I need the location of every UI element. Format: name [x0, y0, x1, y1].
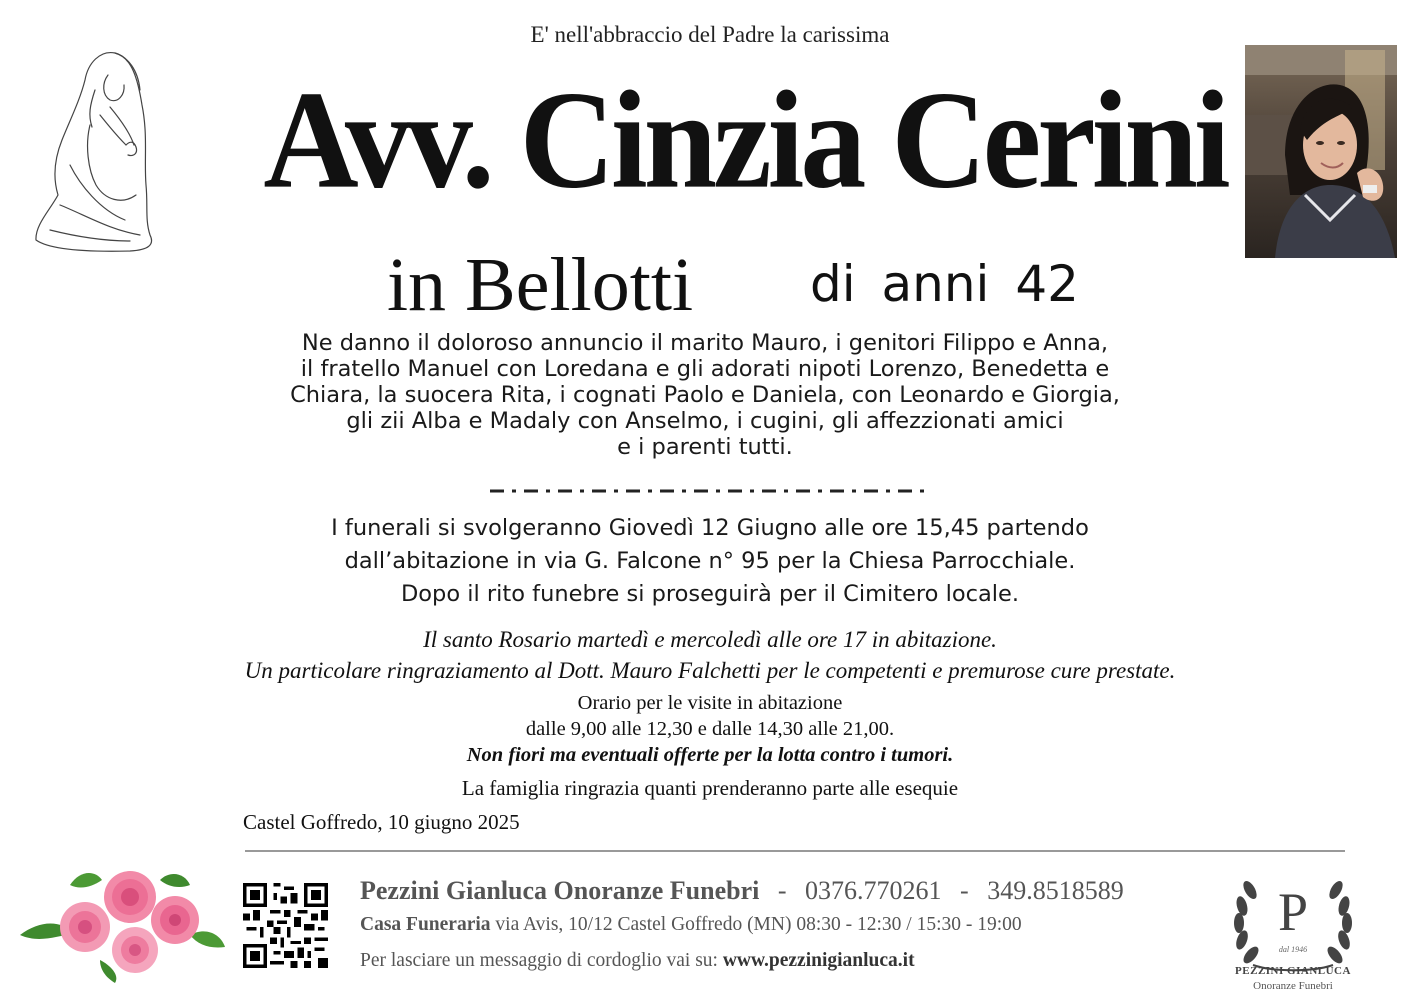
visits-title: Orario per le visite in abitazione [577, 692, 843, 714]
visits-block [300, 690, 1120, 768]
phone-mobile[interactable]: 349.8518589 [987, 876, 1124, 905]
portrait-photo [1245, 45, 1397, 258]
address-hours: via Avis, 10/12 Castel Goffredo (MN) 08:30 - 12:30 / 15:30 - 19:00 [495, 914, 1022, 935]
company-contact-line [360, 876, 1220, 906]
intro-text: E' nell'abbraccio del Padre la carissima [530, 22, 890, 47]
logo-subtitle: Onoranze Funebri [1253, 980, 1333, 992]
dashed-divider [490, 488, 930, 494]
logo-name: PEZZINI GIANLUCA [1235, 965, 1351, 977]
praying-madonna-icon [30, 45, 160, 260]
married-name: in Bellotti [386, 243, 694, 327]
separator: - [960, 876, 969, 905]
funeral-line: I funerali si svolgeranno Giovedì 12 Giugno alle ore 15,45 partendo [331, 515, 1089, 541]
phone-landline[interactable]: 0376.770261 [805, 876, 942, 905]
pink-roses-image [10, 865, 230, 985]
website-link[interactable]: www.pezzinigianluca.it [722, 950, 915, 971]
condolence-message-line [360, 950, 1220, 972]
announcement-line: Ne danno il doloroso annuncio il marito Mauro, i genitori Filippo e Anna, [301, 330, 1109, 356]
funeral-home-label: Casa Funeraria [360, 914, 491, 935]
separator: - [777, 876, 787, 905]
family-thanks: La famiglia ringrazia quanti prenderanno parte alle esequie [461, 776, 959, 800]
message-prefix: Per lasciare un messaggio di cordoglio vai su: [360, 950, 718, 971]
funeral-line: dall’abitazione in via G. Falcone n° 95 per la Chiesa Parrocchiale. [344, 548, 1076, 574]
notes-italic [120, 624, 1300, 686]
age-text: di anni 42 [810, 255, 1079, 313]
rosary-note: Il santo Rosario martedì e mercoledì alle ore 17 in abitazione. [423, 627, 997, 652]
announcement-paragraph [200, 330, 1210, 460]
qr-code-icon[interactable] [243, 883, 328, 968]
announcement-line: il fratello Manuel con Loredana e gli adorati nipoti Lorenzo, Benedetta e [300, 356, 1110, 382]
no-flowers-note: Non fiori ma eventuali offerte per la lotta contro i tumori. [466, 744, 954, 766]
funeral-info [250, 512, 1170, 611]
address-line [360, 914, 1220, 936]
logo-letter: P [1277, 882, 1309, 942]
logo-since: dal 1946 [1278, 945, 1308, 954]
company-name: Pezzini Gianluca Onoranze Funebri [360, 876, 760, 905]
place-date: Castel Goffredo, 10 giugno 2025 [243, 810, 520, 834]
announcement-line: gli zii Alba e Madaly con Anselmo, i cugini, gli affezzionati amici [346, 408, 1064, 434]
announcement-line: Chiara, la suocera Rita, i cognati Paolo e Daniela, con Leonardo e Giorgia, [290, 382, 1120, 408]
gratitude-note: Un particolare ringraziamento al Dott. Mauro Falchetti per le competenti e premurose cure prestate. [244, 658, 1176, 683]
announcement-line: e i parenti tutti. [617, 434, 793, 460]
funeral-line: Dopo il rito funebre si proseguirà per il Cimitero locale. [400, 581, 1020, 607]
footer-divider [245, 850, 1345, 852]
deceased-name: Avv. Cinzia Cerini [263, 61, 1227, 218]
visits-hours: dalle 9,00 alle 12,30 e dalle 14,30 alle 21,00. [525, 718, 895, 740]
